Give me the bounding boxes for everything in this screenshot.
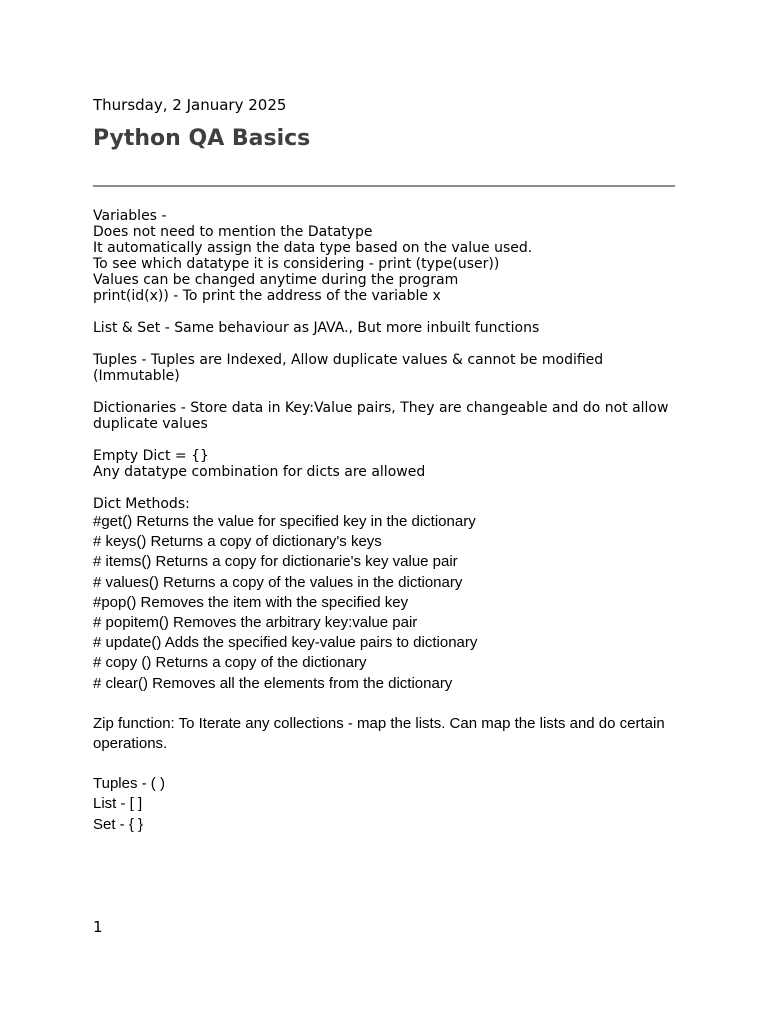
zip-function-section [93, 714, 675, 754]
document-body [93, 208, 675, 835]
variables-section [93, 208, 675, 304]
text-line: Empty Dict = {} [93, 448, 209, 464]
page-date: Thursday, 2 January 2025 [93, 96, 287, 114]
text-line: List & Set - Same behaviour as JAVA., But more inbuilt functions [93, 320, 540, 336]
text-line: Does not need to mention the Datatype [93, 224, 373, 240]
list-item: # keys() Returns a copy of dictionary's keys [93, 533, 382, 551]
page-number: 1 [93, 918, 103, 936]
dict-methods-heading: Dict Methods: [93, 496, 190, 512]
text-line: Variables - [93, 208, 167, 224]
list-set-section [93, 320, 675, 336]
text-paragraph: Dictionaries - Store data in Key:Value pairs, They are changeable and do not allow duplicate values [93, 400, 669, 432]
text-line: Any datatype combination for dicts are allowed [93, 464, 426, 480]
list-item: # items() Returns a copy for dictionarie's key value pair [93, 553, 458, 571]
list-item: # values() Returns a copy of the values in the dictionary [93, 573, 463, 591]
list-item: # clear() Removes all the elements from the dictionary [93, 674, 453, 692]
empty-dict-section [93, 448, 675, 480]
page-title: Python QA Basics [93, 126, 311, 151]
text-line: Set - { } [93, 815, 144, 833]
list-item: #pop() Removes the item with the specified key [93, 593, 409, 611]
text-line: List - [ ] [93, 795, 143, 813]
list-item: # popitem() Removes the arbitrary key:value pair [93, 614, 418, 632]
list-item: # update() Adds the specified key-value pairs to dictionary [93, 634, 478, 652]
text-line: To see which datatype it is considering - print (type(user)) [93, 256, 500, 272]
text-paragraph: Zip function: To Iterate any collections - map the lists. Can map the lists and do certain operations. [93, 714, 665, 753]
text-line: Values can be changed anytime during the program [93, 272, 459, 288]
tuples-section [93, 352, 675, 384]
text-paragraph: Tuples - Tuples are Indexed, Allow duplicate values & cannot be modified (Immutable) [93, 352, 604, 384]
text-line: Tuples - ( ) [93, 775, 165, 793]
text-line: print(id(x)) - To print the address of the variable x [93, 288, 441, 304]
text-line: It automatically assign the data type based on the value used. [93, 240, 533, 256]
collections-section [93, 774, 675, 835]
list-item: # copy () Returns a copy of the dictionary [93, 654, 367, 672]
dict-methods-list [93, 512, 675, 694]
title-divider [93, 185, 675, 187]
dictionaries-section [93, 400, 675, 432]
list-item: #get() Returns the value for specified key in the dictionary [93, 513, 476, 530]
